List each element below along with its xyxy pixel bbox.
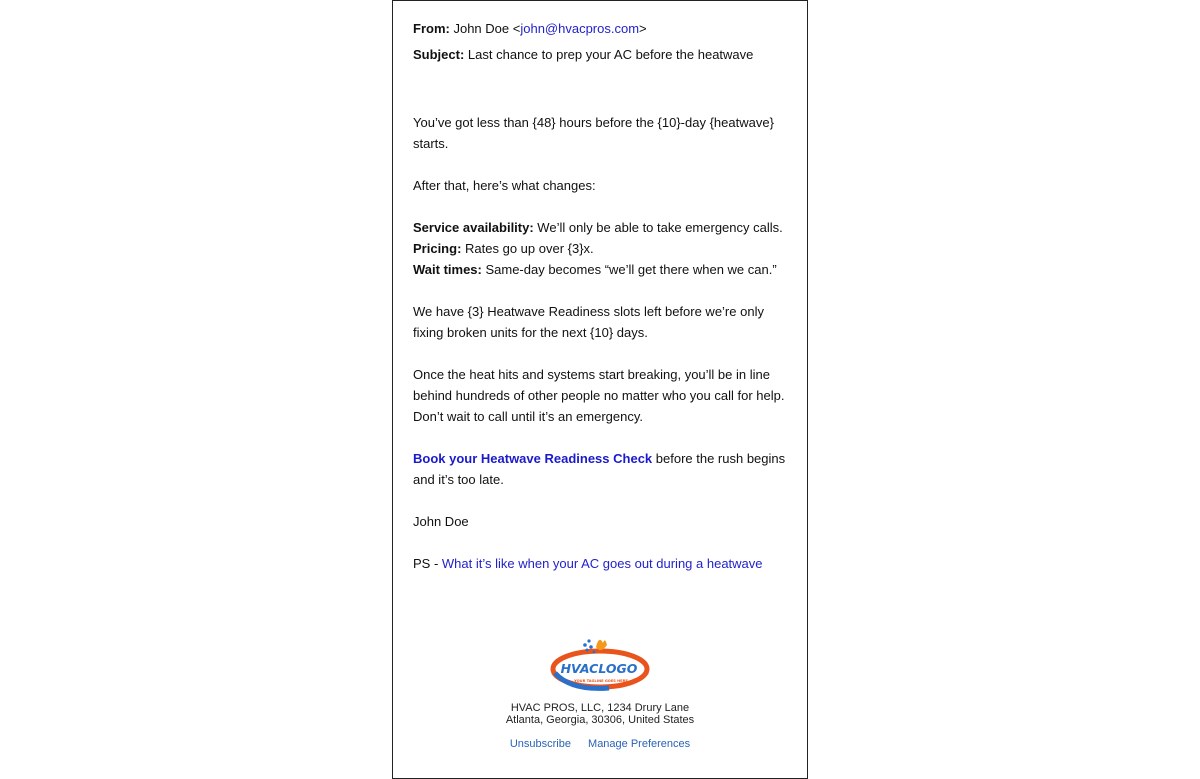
ps-prefix: PS - (413, 556, 442, 571)
from-label: From: (413, 21, 450, 36)
logo-text: HVACLOGO (560, 661, 638, 676)
address-line-1: HVAC PROS, LLC, 1234 Drury Lane (510, 702, 690, 714)
change-item-wait-times (413, 259, 789, 280)
change-text: We’ll only be able to take emergency calls. (533, 220, 783, 235)
unsubscribe-link[interactable]: Unsubscribe (509, 738, 571, 750)
ps-line (413, 553, 789, 574)
body-paragraph-3: We have {3} Heatwave Readiness slots left before we’re only fixing broken units for the next {10} days. (413, 304, 764, 340)
email-message (392, 0, 808, 779)
footer-links (393, 737, 807, 751)
change-label: Pricing: (413, 241, 462, 256)
body-paragraph-1: You’ve got less than {48} hours before the {10}-day {heatwave} starts. (413, 115, 774, 151)
change-text: Same-day becomes “we’ll get there when we can.” (481, 262, 777, 277)
manage-preferences-link[interactable]: Manage Preferences (588, 738, 691, 750)
book-readiness-check-link[interactable]: Book your Heatwave Readiness Check (413, 451, 653, 466)
change-item-service (413, 217, 789, 238)
change-item-pricing (413, 238, 789, 259)
body-paragraph-2: After that, here’s what changes: (413, 178, 596, 193)
subject-text: Last chance to prep your AC before the heatwave (467, 47, 754, 62)
hvac-logo-graphic (549, 633, 651, 693)
change-text: Rates go up over {3}x. (461, 241, 594, 256)
subject-label: Subject: (413, 47, 465, 62)
company-address (393, 702, 807, 726)
cta-rest-text: before the rush begins and it’s too late. (413, 451, 786, 487)
change-label: Wait times: (413, 262, 482, 277)
subject-line (413, 45, 753, 65)
change-label: Service availability: (413, 220, 534, 235)
from-line: From: John Doe <john@hvacpros.com> (413, 21, 647, 36)
hvac-logo (549, 633, 651, 693)
sender-name: John Doe (453, 21, 510, 36)
body-paragraph-4: Once the heat hits and systems start breaking, you’ll be in line behind hundreds of other people no matter who you call for help. Don’t wait to call until it’s an emergency. (413, 367, 785, 424)
cta-paragraph (413, 448, 789, 490)
ps-link[interactable]: What it’s like when your AC goes out during a heatwave (441, 556, 763, 571)
address-line-2: Atlanta, Georgia, 30306, United States (505, 714, 695, 726)
sender-email-link[interactable]: john@hvacpros.com (520, 21, 640, 36)
logo-tagline: YOUR TAGLINE GOES HERE (574, 679, 628, 683)
signature: John Doe (413, 514, 469, 529)
changes-list (413, 217, 789, 280)
